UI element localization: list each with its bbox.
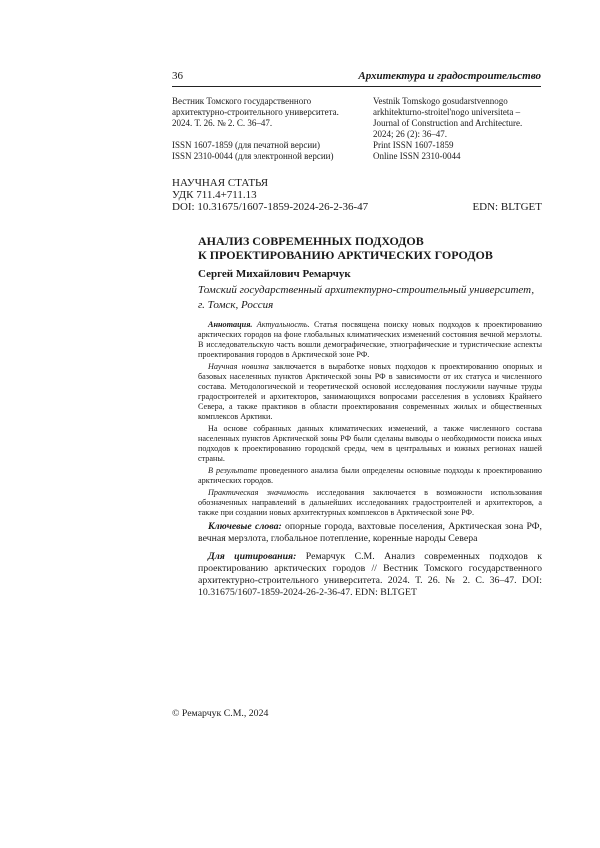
author-affiliation: Томский государственный архитектурно-строительный университет, г. Томск, Россия [198,284,535,311]
edn: EDN: BLTGET [472,201,542,213]
journal-info-en [373,96,543,162]
article-meta [172,177,542,213]
abstract-relevance [198,320,542,360]
relevance-label: Актуальность. [256,320,310,329]
article-type: НАУЧНАЯ СТАТЬЯ [172,177,269,189]
result-label: В результате [208,466,258,475]
journal-section: Архитектура и градостроительство [358,70,541,82]
citation-text: Ремарчук С.М. Анализ современных подходов к проектированию арктических городов // Вестник Томского государственного архитектурно-строительного университета. 2024. Т. 26. № 2. С. 36–47. DOI: 10.31675/1607-1859-2024-26-2-36-47. EDN: BLTGET [198,551,543,598]
keywords [198,521,542,545]
keywords-label: Ключевые слова: [208,521,282,532]
journal-name-line: Вестник Томского государственного [172,96,312,106]
title-line: К ПРОЕКТИРОВАНИЮ АРКТИЧЕСКИХ ГОРОДОВ [198,248,493,262]
issn-print: Print ISSN 1607-1859 [373,140,454,150]
udc-code: УДК 711.4+711.13 [172,189,257,201]
page-number: 36 [172,70,183,82]
practical-text: исследования заключается в возможности использования обозначенных направлений в дальнейших исследованиях градостроителей и архитекторов, а также при создании новых архитектурных комплексов в Арктической зоне РФ. [198,488,542,517]
novelty-label: Научная новизна [208,362,269,371]
journal-name-line: Journal of Construction and Architecture. [373,118,523,128]
relevance-text: Статья посвящена поиску новых подходов к проектированию арктических городов на фоне глобальных климатических изменений состояния вечной мерзлоты. В исследовательскую часть вошли демографические, этнографические и туристические аспекты проектирования городов в Арктической зоне РФ. [198,320,542,359]
abstract-practical [198,488,542,518]
keywords-text: опорные города, вахтовые поселения, Арктическая зона РФ, вечная мерзлота, глобальное потепление, коренные народы Севера [198,521,542,544]
journal-name-line: arkhitekturno-stroitel'nogo universiteta – [373,107,521,117]
abstract [198,320,542,520]
practical-label: Практическая значимость [208,488,309,497]
abstract-basis: На основе собранных данных климатических изменений, а также численного состава населенных пунктов Арктической зоны РФ были сделаны выводы о необходимости поиска иных подходов к проектированию городской среды, чем в центральных и южных регионах нашей страны. [198,424,542,463]
journal-name-line: архитектурно-строительного университета. [172,107,339,117]
article-title [198,234,542,262]
issn-online: Online ISSN 2310-0044 [373,151,461,161]
journal-name-line: Vestnik Tomskogo gosudarstvennogo [373,96,508,106]
issn-online: ISSN 2310-0044 (для электронной версии) [172,151,334,161]
journal-info-ru [172,96,372,162]
abstract-label: Аннотация. [208,320,253,329]
journal-issue-line: 2024; 26 (2): 36–47. [373,129,447,139]
journal-issue-line: 2024. Т. 26. № 2. С. 36–47. [172,118,273,128]
citation-label: Для цитирования: [208,551,297,562]
doi: DOI: 10.31675/1607-1859-2024-26-2-36-47 [172,201,369,213]
novelty-text: заключается в выработке новых подходов к проектированию опорных и базовых населенных пунктов Арктической зоны РФ в зависимости от их статуса и численного состава. Методологической и теоретической основой исследования послужили научные труды градостроителей и архитекторов, занимающихся вопросами расселения в условиях Крайнего Севера, а также практиков в области проектирования современных жилых и общественных комплексов Арктики. [198,362,542,421]
title-line: АНАЛИЗ СОВРЕМЕННЫХ ПОДХОДОВ [198,234,424,248]
abstract-novelty [198,362,542,422]
issn-print: ISSN 1607-1859 (для печатной версии) [172,140,320,150]
abstract-result [198,466,542,486]
citation [198,551,542,599]
copyright: © Ремарчук С.М., 2024 [172,708,269,719]
running-head [172,70,541,87]
result-text: проведенного анализа были определены основные подходы к проектированию арктических городов. [198,466,542,485]
author-name: Сергей Михайлович Ремарчук [198,268,351,280]
